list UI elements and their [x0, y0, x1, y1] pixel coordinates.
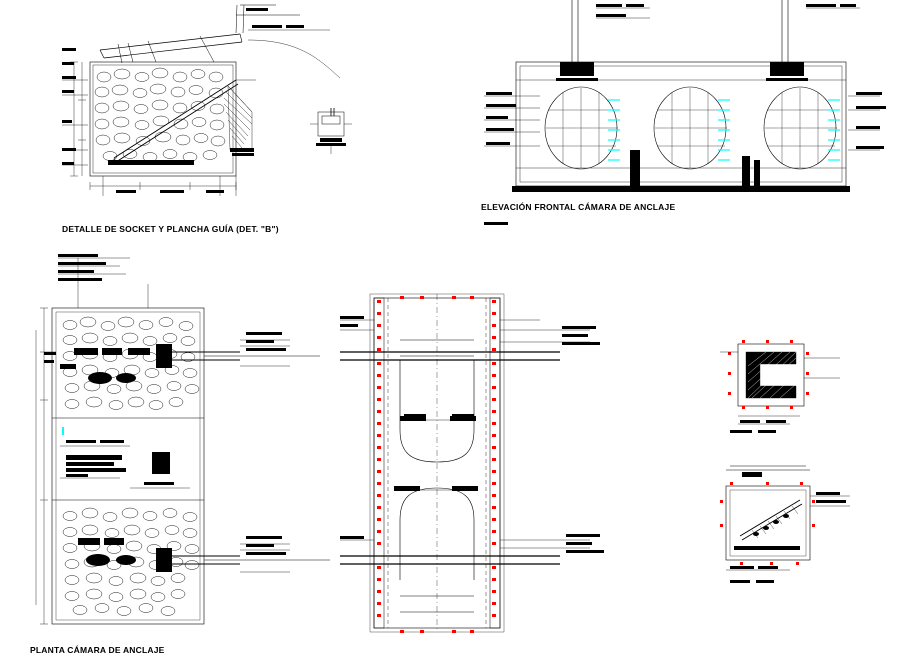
view-elevacion-frontal [484, 0, 880, 192]
red-markers-detalle-c [728, 340, 809, 409]
view-socket-detail [62, 5, 340, 196]
red-rebar-dots [377, 296, 496, 633]
title-elevacion-frontal: ELEVACIÓN FRONTAL CÁMARA DE ANCLAJE [481, 202, 676, 212]
cyan-rebar-markers [608, 100, 840, 160]
view-detalle-d [720, 466, 850, 570]
red-markers-detalle-d [720, 482, 815, 565]
title-planta-camara: PLANTA CÁMARA DE ANCLAJE [30, 645, 165, 655]
view-detalle-pequeno [310, 108, 352, 154]
view-seccion-central [340, 294, 590, 633]
title-detalle-socket: DETALLE DE SOCKET Y PLANCHA GUÍA (DET. "B") [62, 224, 279, 234]
annotation-text-blocks [44, 4, 886, 583]
view-detalle-c [720, 340, 840, 424]
